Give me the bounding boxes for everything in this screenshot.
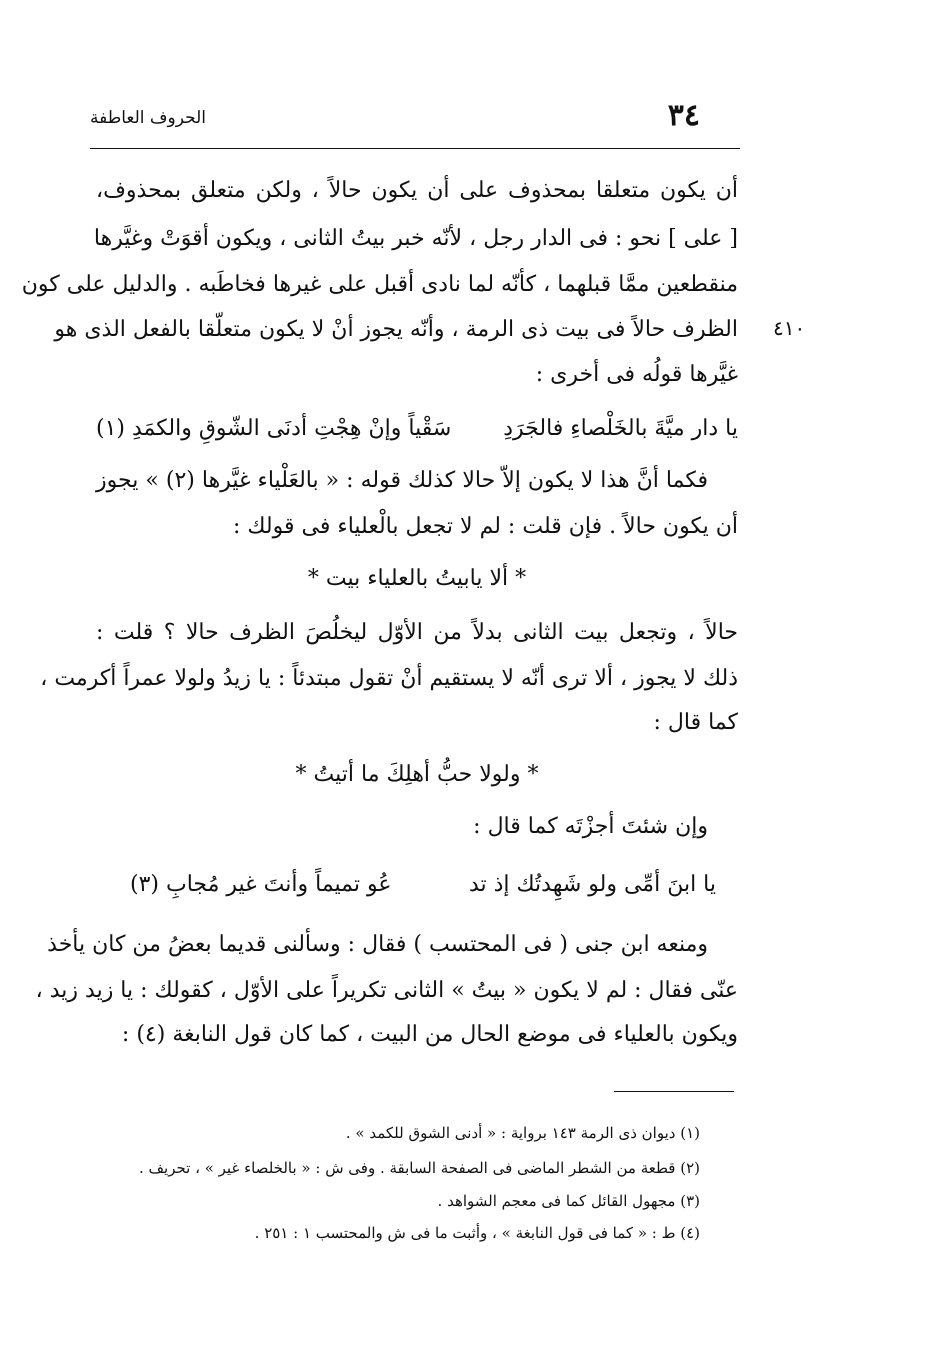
text-line: [ على ] نحو : فى الدار رجل ، لأنّه خبر بيتُ الثانى ، ويكون أقوَتْ وغيَّرها [93,226,738,251]
text-line: فكما أنَّ هذا لا يكون إلاّ حالا كذلك قوله : « بالعَلْياء غيَّرها (٢) » يجوز [96,468,708,493]
footnote: (١) ديوان ذى الرمة ١٤٣ برواية : « أدنى الشوق للكمد » . [345,1124,700,1142]
footnote: (٣) مجهول القائل كما فى معجم الشواهد . [437,1192,700,1210]
footnote: (٤) ط : « كما فى قول النابغة » ، وأثبت ما فى ش والمحتسب ١ : ٢٥١ . [254,1224,700,1242]
verse-second-hemistich: سَقْياً وإنْ هِجْتِ أدنَى الشّوقِ والكمَدِ (١) [96,416,452,441]
page-number: ٣٤ [667,98,700,133]
verse-second-hemistich: عُو تميماً وأنتَ غير مُجابِ (٣) [130,872,392,897]
text-line: وإن شئتَ أجزْتَه كما قال : [473,814,708,839]
running-title: الحروف العاطفة [90,108,207,128]
text-line: عنّى فقال : لم لا يكون « بيتُ » الثانى تكريراً على الأوّل ، كقولك : يا زيد زيد ، [35,978,738,1003]
margin-page-reference: ٤١٠ [773,316,806,340]
text-line: ويكون بالعلياء فى موضع الحال من البيت ، كما كان قول النابغة (٤) : [121,1022,738,1047]
text-line: حالاً ، وتجعل بيت الثانى بدلاً من الأوّل ليخلُصَ الظرف حالا ؟ قلت : [96,620,738,645]
footnote: (٢) قطعة من الشطر الماضى فى الصفحة السابقة . وفى ش : « بالخلصاء غير » ، تحريف . [138,1159,700,1177]
text-line: أن يكون حالاً . فإن قلت : لم لا تجعل بالْعلياء فى قولك : [232,514,738,539]
page-header [90,96,740,148]
quoted-hemistich: * ولولا حبُّ أهلِكَ ما أتيتُ * [295,762,539,787]
verse-first-hemistich: يا دار ميَّةَ بالخَلْصاءِ فالجَرَدِ [503,416,738,441]
text-line: كما قال : [653,710,738,735]
text-line: غيَّرها قولُه فى أخرى : [535,362,738,387]
text-line: الظرف حالاً فى بيت ذى الرمة ، وأنّه يجوز أنْ لا يكون متعلّقا بالفعل الذى هو [54,317,738,342]
footnote-rule [614,1091,734,1092]
verse-first-hemistich: يا ابنَ أمِّى ولو شَهِدتُك إذ تد [468,872,716,897]
text-line: منقطعين ممَّا قبلهما ، كأنّه لما نادى أقبل على غيرها فخاطَبه . والدليل على كون [21,272,738,297]
text-line: ومنعه ابن جنى ( فى المحتسب ) فقال : وسألنى قديما بعضُ من كان يأخذ [47,932,708,957]
quoted-hemistich: * ألا يابيتُ بالعلياء بيت * [307,566,527,591]
text-line: أن يكون متعلقا بمحذوف على أن يكون حالاً ، ولكن متعلق بمحذوف، [96,178,738,203]
header-rule [90,148,740,149]
text-line: ذلك لا يجوز ، ألا ترى أنّه لا يستقيم أنْ تقول مبتدئاً : يا زيدُ ولولا عمراً أكرمت ، [40,666,738,691]
